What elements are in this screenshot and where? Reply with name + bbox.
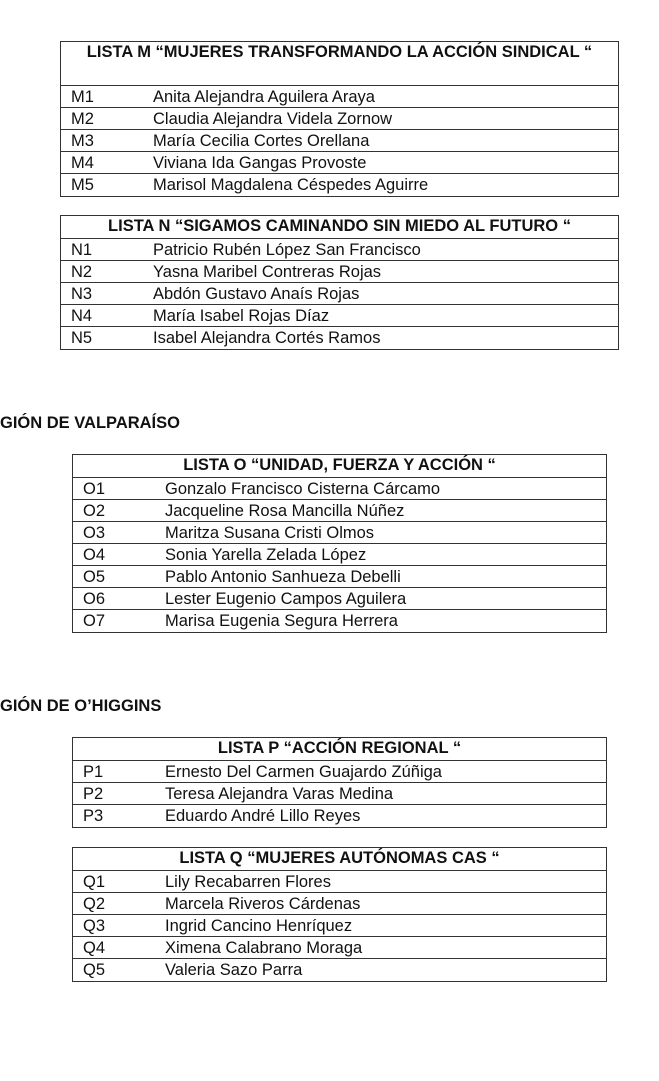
table-row (61, 261, 618, 283)
table-row (73, 761, 606, 783)
table-row (61, 174, 618, 196)
table-row (61, 108, 618, 130)
list-q-rows (73, 871, 606, 981)
candidate-name: Abdón Gustavo Anaís Rojas (153, 285, 360, 303)
candidate-name: Valeria Sazo Parra (165, 961, 303, 979)
candidate-name: Marisa Eugenia Segura Herrera (165, 612, 398, 630)
candidate-code: P2 (83, 785, 104, 803)
candidate-code: M4 (71, 154, 94, 172)
list-m-rows (61, 86, 618, 196)
candidate-code: M5 (71, 176, 94, 194)
list-n-table (60, 215, 619, 350)
candidate-code: O3 (83, 524, 106, 542)
candidate-code: N5 (71, 329, 93, 347)
table-row (73, 783, 606, 805)
candidate-name: Sonia Yarella Zelada López (165, 546, 367, 564)
table-row (73, 544, 606, 566)
candidate-name: Jacqueline Rosa Mancilla Núñez (165, 502, 405, 520)
candidate-code: O5 (83, 568, 106, 586)
candidate-code: O1 (83, 480, 106, 498)
candidate-name: Ximena Calabrano Moraga (165, 939, 363, 957)
candidate-name: Patricio Rubén López San Francisco (153, 241, 421, 259)
list-o-rows (73, 478, 606, 632)
candidate-name: Pablo Antonio Sanhueza Debelli (165, 568, 401, 586)
candidate-name: Ernesto Del Carmen Guajardo Zúñiga (165, 763, 442, 781)
candidate-code: O2 (83, 502, 106, 520)
table-row (61, 239, 618, 261)
table-row (73, 893, 606, 915)
candidate-code: Q1 (83, 873, 106, 891)
candidate-code: N3 (71, 285, 93, 303)
table-row (61, 327, 618, 349)
candidate-name: Lester Eugenio Campos Aguilera (165, 590, 407, 608)
region-heading-ohiggins: GIÓN DE O’HIGGINS (0, 697, 162, 715)
table-row (73, 805, 606, 827)
list-n-title: LISTA N “SIGAMOS CAMINANDO SIN MIEDO AL FUTURO “ (61, 216, 618, 239)
candidate-code: P3 (83, 807, 104, 825)
list-m-table (60, 41, 619, 197)
candidate-name: Ingrid Cancino Henríquez (165, 917, 353, 935)
candidate-name: María Cecilia Cortes Orellana (153, 132, 370, 150)
candidate-code: Q4 (83, 939, 106, 957)
candidate-name: Isabel Alejandra Cortés Ramos (153, 329, 381, 347)
candidate-code: O4 (83, 546, 106, 564)
table-row (73, 915, 606, 937)
table-row (73, 500, 606, 522)
candidate-name: Teresa Alejandra Varas Medina (165, 785, 394, 803)
candidate-name: Maritza Susana Cristi Olmos (165, 524, 375, 542)
candidate-code: Q5 (83, 961, 106, 979)
list-q-title: LISTA Q “MUJERES AUTÓNOMAS CAS “ (73, 848, 606, 871)
list-n-rows (61, 239, 618, 349)
list-p-rows (73, 761, 606, 827)
table-row (73, 588, 606, 610)
candidate-name: Yasna Maribel Contreras Rojas (153, 263, 382, 281)
list-q-table (72, 847, 607, 982)
list-p-table (72, 737, 607, 828)
candidate-name: Lily Recabarren Flores (165, 873, 331, 891)
candidate-name: Gonzalo Francisco Cisterna Cárcamo (165, 480, 441, 498)
candidate-code: O7 (83, 612, 106, 630)
table-row (73, 959, 606, 981)
table-row (61, 305, 618, 327)
table-row (73, 478, 606, 500)
list-o-title: LISTA O “UNIDAD, FUERZA Y ACCIÓN “ (73, 455, 606, 478)
candidate-code: Q2 (83, 895, 106, 913)
candidate-code: N1 (71, 241, 93, 259)
table-row (73, 522, 606, 544)
list-m-title: LISTA M “MUJERES TRANSFORMANDO LA ACCIÓN SINDICAL “ (61, 42, 618, 86)
candidate-code: O6 (83, 590, 106, 608)
table-row (73, 610, 606, 632)
candidate-code: N2 (71, 263, 93, 281)
candidate-code: M3 (71, 132, 94, 150)
candidate-code: P1 (83, 763, 104, 781)
candidate-name: Marisol Magdalena Céspedes Aguirre (153, 176, 429, 194)
candidate-code: N4 (71, 307, 93, 325)
table-row (73, 871, 606, 893)
candidate-name: Marcela Riveros Cárdenas (165, 895, 361, 913)
list-p-title: LISTA P “ACCIÓN REGIONAL “ (73, 738, 606, 761)
table-row (61, 130, 618, 152)
candidate-code: M1 (71, 88, 94, 106)
table-row (73, 937, 606, 959)
table-row (61, 152, 618, 174)
candidate-name: Anita Alejandra Aguilera Araya (153, 88, 375, 106)
list-o-table (72, 454, 607, 633)
table-row (61, 86, 618, 108)
table-row (61, 283, 618, 305)
candidate-name: Viviana Ida Gangas Provoste (153, 154, 367, 172)
candidate-name: Eduardo André Lillo Reyes (165, 807, 361, 825)
candidate-name: María Isabel Rojas Díaz (153, 307, 330, 325)
candidate-code: M2 (71, 110, 94, 128)
candidate-name: Claudia Alejandra Videla Zornow (153, 110, 393, 128)
region-heading-valparaiso: GIÓN DE VALPARAÍSO (0, 414, 180, 432)
candidate-code: Q3 (83, 917, 106, 935)
table-row (73, 566, 606, 588)
